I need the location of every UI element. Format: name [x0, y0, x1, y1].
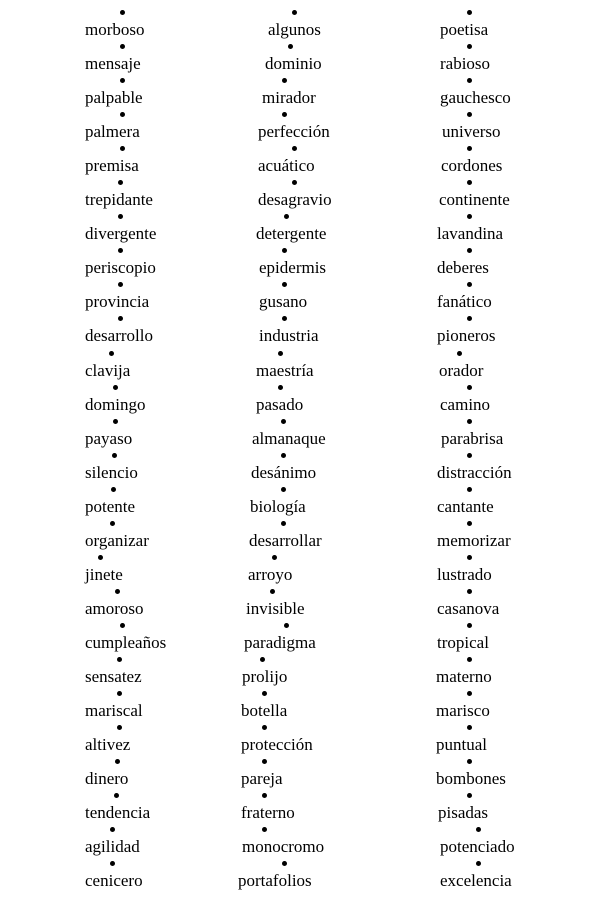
bullet-dot [281, 419, 286, 424]
bullet-dot [113, 385, 118, 390]
word-3-14: distracción [437, 463, 512, 482]
bullet-dot [262, 759, 267, 764]
word-2-9: gusano [259, 292, 308, 311]
bullet-dot [467, 657, 472, 662]
bullet-dot [292, 10, 297, 15]
word-1-19: cumpleaños [85, 633, 167, 652]
bullet-dot [262, 725, 267, 730]
bullet-dot [260, 657, 265, 662]
word-3-16: memorizar [437, 531, 511, 550]
word-2-21: botella [241, 701, 288, 720]
word-3-21: marisco [436, 701, 490, 720]
word-3-1: poetisa [440, 20, 489, 39]
bullet-dot [120, 78, 125, 83]
word-1-11: clavija [85, 361, 131, 380]
bullet-dot [467, 248, 472, 253]
word-1-24: tendencia [85, 803, 151, 822]
word-1-9: provincia [85, 292, 150, 311]
bullet-dot [282, 78, 287, 83]
word-2-17: arroyo [248, 565, 293, 584]
bullet-dot [281, 453, 286, 458]
word-3-4: universo [442, 122, 501, 141]
word-2-10: industria [259, 326, 319, 345]
word-2-7: detergente [256, 224, 327, 243]
bullet-dot [282, 316, 287, 321]
word-1-2: mensaje [85, 54, 141, 73]
bullet-dot [270, 589, 275, 594]
word-1-20: sensatez [85, 667, 142, 686]
word-1-10: desarrollo [85, 326, 153, 345]
bullet-dot [262, 827, 267, 832]
bullet-dot [457, 351, 462, 356]
word-3-8: deberes [437, 258, 489, 277]
word-1-18: amoroso [85, 599, 144, 618]
bullet-dot [113, 419, 118, 424]
bullet-dot [476, 827, 481, 832]
bullet-dot [467, 180, 472, 185]
bullet-dot [110, 827, 115, 832]
bullet-dot [467, 555, 472, 560]
bullet-dot [112, 453, 117, 458]
bullet-dot [278, 351, 283, 356]
bullet-dot [288, 44, 293, 49]
bullet-dot [292, 180, 297, 185]
word-3-20: materno [436, 667, 492, 686]
word-2-25: monocromo [242, 837, 325, 856]
word-2-22: protección [241, 735, 313, 754]
bullet-dot [118, 214, 123, 219]
word-3-13: parabrisa [441, 429, 504, 448]
bullet-dot [262, 793, 267, 798]
word-1-7: divergente [85, 224, 157, 243]
word-1-8: periscopio [85, 258, 156, 277]
bullet-dot [120, 623, 125, 628]
bullet-dot [284, 623, 289, 628]
word-1-6: trepidante [85, 190, 153, 209]
word-3-25: potenciado [440, 837, 515, 856]
word-3-11: orador [439, 361, 484, 380]
bullet-dot [282, 861, 287, 866]
bullet-dot [467, 44, 472, 49]
word-3-2: rabioso [440, 54, 491, 73]
word-1-13: payaso [85, 429, 133, 448]
bullet-dot [117, 657, 122, 662]
bullet-dot [109, 351, 114, 356]
bullet-dot [262, 691, 267, 696]
word-2-13: almanaque [252, 429, 326, 448]
bullet-dot [110, 521, 115, 526]
word-2-2: dominio [265, 54, 322, 73]
bullet-dot [118, 316, 123, 321]
word-1-12: domingo [85, 395, 146, 414]
word-1-22: altivez [85, 735, 131, 754]
bullet-dot [117, 725, 122, 730]
bullet-dot [118, 248, 123, 253]
bullet-dot [467, 759, 472, 764]
word-1-1: morboso [85, 20, 145, 39]
bullet-dot [115, 759, 120, 764]
word-2-26: portafolios [238, 871, 312, 890]
bullet-dot [282, 248, 287, 253]
word-3-23: bombones [436, 769, 506, 788]
bullet-dot [120, 10, 125, 15]
bullet-dot [281, 521, 286, 526]
word-1-25: agilidad [85, 837, 140, 856]
bullet-dot [117, 691, 122, 696]
bullet-dot [282, 282, 287, 287]
word-3-3: gauchesco [440, 88, 511, 107]
word-1-15: potente [85, 497, 136, 516]
word-3-22: puntual [436, 735, 487, 754]
bullet-dot [114, 793, 119, 798]
bullet-dot [467, 78, 472, 83]
word-2-8: epidermis [259, 258, 327, 277]
bullet-dot [467, 793, 472, 798]
word-3-12: camino [440, 395, 491, 414]
bullet-dot [467, 691, 472, 696]
bullet-dot [120, 112, 125, 117]
word-3-15: cantante [437, 497, 494, 516]
bullet-dot [467, 214, 472, 219]
word-3-19: tropical [437, 633, 489, 652]
bullet-dot [467, 623, 472, 628]
bullet-dot [120, 146, 125, 151]
bullet-dot [282, 112, 287, 117]
bullet-dot [467, 419, 472, 424]
bullet-dot [111, 487, 116, 492]
word-2-4: perfección [258, 122, 330, 141]
bullet-dot [110, 861, 115, 866]
word-3-18: casanova [437, 599, 500, 618]
word-2-23: pareja [241, 769, 283, 788]
bullet-dot [98, 555, 103, 560]
word-2-24: fraterno [241, 803, 295, 822]
word-3-26: excelencia [440, 871, 512, 890]
word-2-3: mirador [262, 88, 316, 107]
word-2-1: algunos [268, 20, 321, 39]
bullet-dot [281, 487, 286, 492]
word-3-7: lavandina [437, 224, 504, 243]
bullet-dot [115, 589, 120, 594]
word-3-5: cordones [441, 156, 503, 175]
bullet-dot [467, 385, 472, 390]
word-1-14: silencio [85, 463, 138, 482]
word-1-16: organizar [85, 531, 149, 550]
bullet-dot [292, 146, 297, 151]
bullet-dot [467, 453, 472, 458]
word-3-9: fanático [437, 292, 492, 311]
word-1-3: palpable [85, 88, 143, 107]
word-3-10: pioneros [437, 326, 496, 345]
word-2-20: prolijo [242, 667, 288, 686]
word-2-16: desarrollar [249, 531, 322, 550]
bullet-dot [467, 112, 472, 117]
bullet-dot [467, 589, 472, 594]
word-2-15: biología [250, 497, 306, 516]
word-1-5: premisa [85, 156, 139, 175]
bullet-dot [467, 521, 472, 526]
word-1-4: palmera [85, 122, 140, 141]
word-3-6: continente [439, 190, 510, 209]
bullet-dot [284, 214, 289, 219]
bullet-dot [120, 44, 125, 49]
word-2-18: invisible [246, 599, 305, 618]
word-2-14: desánimo [251, 463, 317, 482]
bullet-dot [272, 555, 277, 560]
word-3-17: lustrado [437, 565, 492, 584]
word-2-11: maestría [256, 361, 314, 380]
bullet-dot [278, 385, 283, 390]
bullet-dot [476, 861, 481, 866]
word-2-5: acuático [258, 156, 315, 175]
word-1-23: dinero [85, 769, 129, 788]
bullet-dot [467, 146, 472, 151]
bullet-dot [118, 282, 123, 287]
word-3-24: pisadas [438, 803, 489, 822]
word-2-6: desagravio [258, 190, 332, 209]
word-2-19: paradigma [244, 633, 316, 652]
word-1-26: cenicero [85, 871, 143, 890]
bullet-dot [467, 725, 472, 730]
bullet-dot [467, 487, 472, 492]
word-1-17: jinete [85, 565, 123, 584]
bullet-dot [118, 180, 123, 185]
bullet-dot [467, 282, 472, 287]
bullet-dot [467, 316, 472, 321]
bullet-dot [467, 10, 472, 15]
word-1-21: mariscal [85, 701, 143, 720]
word-2-12: pasado [256, 395, 304, 414]
